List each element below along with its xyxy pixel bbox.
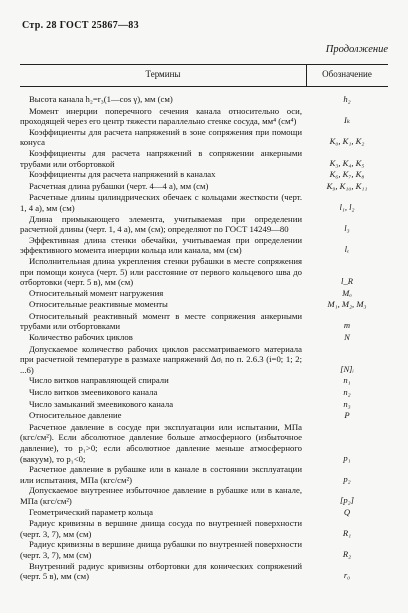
table-row xyxy=(20,332,388,344)
table-row xyxy=(20,422,388,464)
symbol-text: M₁, M₂, M₃ xyxy=(327,299,367,310)
term-text: Расчетная длина рубашки (черт. 4—4 а), мм (см) xyxy=(29,180,209,191)
symbol-text: r₀ xyxy=(343,570,351,581)
symbol-text: P xyxy=(344,410,350,421)
symbol-text: Iₖ xyxy=(344,115,350,126)
symbol-text: Mₐ xyxy=(342,287,352,298)
table-row xyxy=(20,192,388,213)
table-row xyxy=(20,518,388,539)
term-text: Высота канала h₂=r₃(1—cos γ), мм (см) xyxy=(29,94,173,104)
symbol-text: h₂ xyxy=(343,94,351,104)
term-text: Допускаемое внутреннее избыточное давление в рубашке или в канале, МПа (кгс/см²) xyxy=(20,485,302,506)
term-text: Эффективная длина стенки обечайки, учитываемая при определении эффективного момента инерции кольца или канала, мм (см) xyxy=(20,234,302,256)
table-row xyxy=(20,214,388,235)
term-text: Коэффициенты для расчета напряжений в каналах xyxy=(29,169,216,180)
table-row xyxy=(20,387,388,399)
term-text: Число замыканий змеевикового канала xyxy=(29,398,174,409)
term-text: Допускаемое количество рабочих циклов рассматриваемого материала при расчетной температуре в размахе напряжений Δσᵢ по п. 2.6.3 (i=0; 1; 2; ...6) xyxy=(20,343,302,375)
table-row xyxy=(20,181,388,193)
symbol-text: Q xyxy=(343,506,351,517)
term-text: Число витков направляющей спирали xyxy=(29,375,169,386)
symbol-text: m xyxy=(343,320,351,331)
table-row xyxy=(20,169,388,181)
term-text: Радиус кривизны в вершине днища сосуда по внутренней поверхности (черт. 3, 7), мм (см) xyxy=(20,518,302,539)
symbol-text: l₁, l₂ xyxy=(339,201,355,212)
term-text: Коэффициенты для расчета напряжений в сопряжении анкерными трубами или отбортовкой xyxy=(20,147,302,169)
column-header-terms: Термины xyxy=(145,69,181,79)
table-row xyxy=(20,311,388,332)
symbol-text: K₀, K₁, K₂ xyxy=(329,136,365,147)
symbol-text: R₂ xyxy=(342,548,352,559)
term-text: Геометрический параметр кольца xyxy=(29,506,153,517)
term-text: Относительный момент нагружения xyxy=(29,287,164,298)
symbol-text: R₁ xyxy=(342,527,352,538)
symbol-text: K₆, K₇, K₈ xyxy=(329,169,365,180)
table-row xyxy=(20,127,388,148)
table-row xyxy=(20,485,388,506)
term-text: Количество рабочих циклов xyxy=(29,332,133,343)
table-row xyxy=(20,375,388,387)
table-row xyxy=(20,344,388,376)
table-row xyxy=(20,94,388,106)
table-row xyxy=(20,148,388,169)
table-row xyxy=(20,464,388,485)
term-text: Относительный реактивный момент в месте сопряжения анкерными трубами или отбортовками xyxy=(20,310,302,332)
symbol-text: p₂ xyxy=(343,473,351,484)
symbol-text: [p₂] xyxy=(340,494,354,505)
table-row xyxy=(20,106,388,127)
table-row xyxy=(20,235,388,256)
term-text: Расчетные длины цилиндрических обечаек с кольцами жесткости (черт. 1, 4 а), мм (см) xyxy=(20,192,302,213)
table-row xyxy=(20,288,388,300)
term-text: Расчетное давление в сосуде при эксплуатации или испытании, МПа (кгс/см²). Если абсолютное давление больше атмосферного (избыточное давление), то p₁>0; если абсолютное давление меньше атмосферного (вакуум), то p₁<0; xyxy=(20,421,302,464)
table-body xyxy=(20,94,388,613)
term-text: Коэффициенты для расчета напряжений в зоне сопряжения при помощи конуса xyxy=(20,126,302,148)
table-top-rule xyxy=(20,64,388,65)
symbol-text: l₃ xyxy=(344,223,350,234)
term-text: Относительные реактивные моменты xyxy=(29,299,168,310)
symbol-text: K₉, K₁₀, K₁₁ xyxy=(326,180,368,191)
symbol-text: p₁ xyxy=(343,452,351,463)
symbol-text: n₁ xyxy=(343,375,351,386)
term-text: Длина примыкающего элемента, учитываемая при определении расчетной длины (черт. 1, 4 а), мм (см); определяют по ГОСТ 14249—80 xyxy=(20,213,302,235)
page-header: Стр. 28 ГОСТ 25867—83 xyxy=(22,20,139,31)
symbol-text: l_R xyxy=(341,276,353,287)
term-text: Внутренний радиус кривизны отбортовки для конических сопряжений (черт. 5 в), мм (см) xyxy=(20,560,302,582)
symbol-text: K₃, K₄, K₅ xyxy=(329,157,365,168)
symbol-text: [N]ᵢ xyxy=(340,363,354,374)
term-text: Расчетное давление в рубашке или в канале в состоянии эксплуатации или испытания, МПа (кгс/см²) xyxy=(20,464,302,485)
term-text: Число витков змеевикового канала xyxy=(29,387,158,398)
table-row xyxy=(20,410,388,422)
table-header-rule xyxy=(20,86,388,87)
continuation-label: Продолжение xyxy=(325,44,388,55)
term-text: Относительное давление xyxy=(29,410,122,421)
symbol-text: N xyxy=(344,332,350,343)
symbol-text: n₂ xyxy=(343,387,351,398)
column-header-symbol: Обозначение xyxy=(322,69,372,79)
table-row xyxy=(20,399,388,411)
term-text: Исполнительная длина укрепления стенки рубашки в месте сопряжения при помощи конуса (черт. 5) или расстояние от первого кольцевого шва до отбортовки (черт. 5 в), мм (см) xyxy=(20,255,302,288)
table-row xyxy=(20,561,388,582)
symbol-text: lₑ xyxy=(344,244,350,255)
table-row xyxy=(20,256,388,288)
table-row xyxy=(20,507,388,519)
table-row xyxy=(20,299,388,311)
symbol-text: n₃ xyxy=(343,398,351,409)
term-text: Радиус кривизны в вершине днища рубашки по внутренней поверхности (черт. 3, 7), мм (см) xyxy=(20,539,302,560)
table-row xyxy=(20,539,388,560)
term-text: Момент инерции поперечного сечения канала относительно оси, проходящей через его центр тяжести параллельно стенке сосуда, мм⁴ (см⁴) xyxy=(20,105,302,127)
